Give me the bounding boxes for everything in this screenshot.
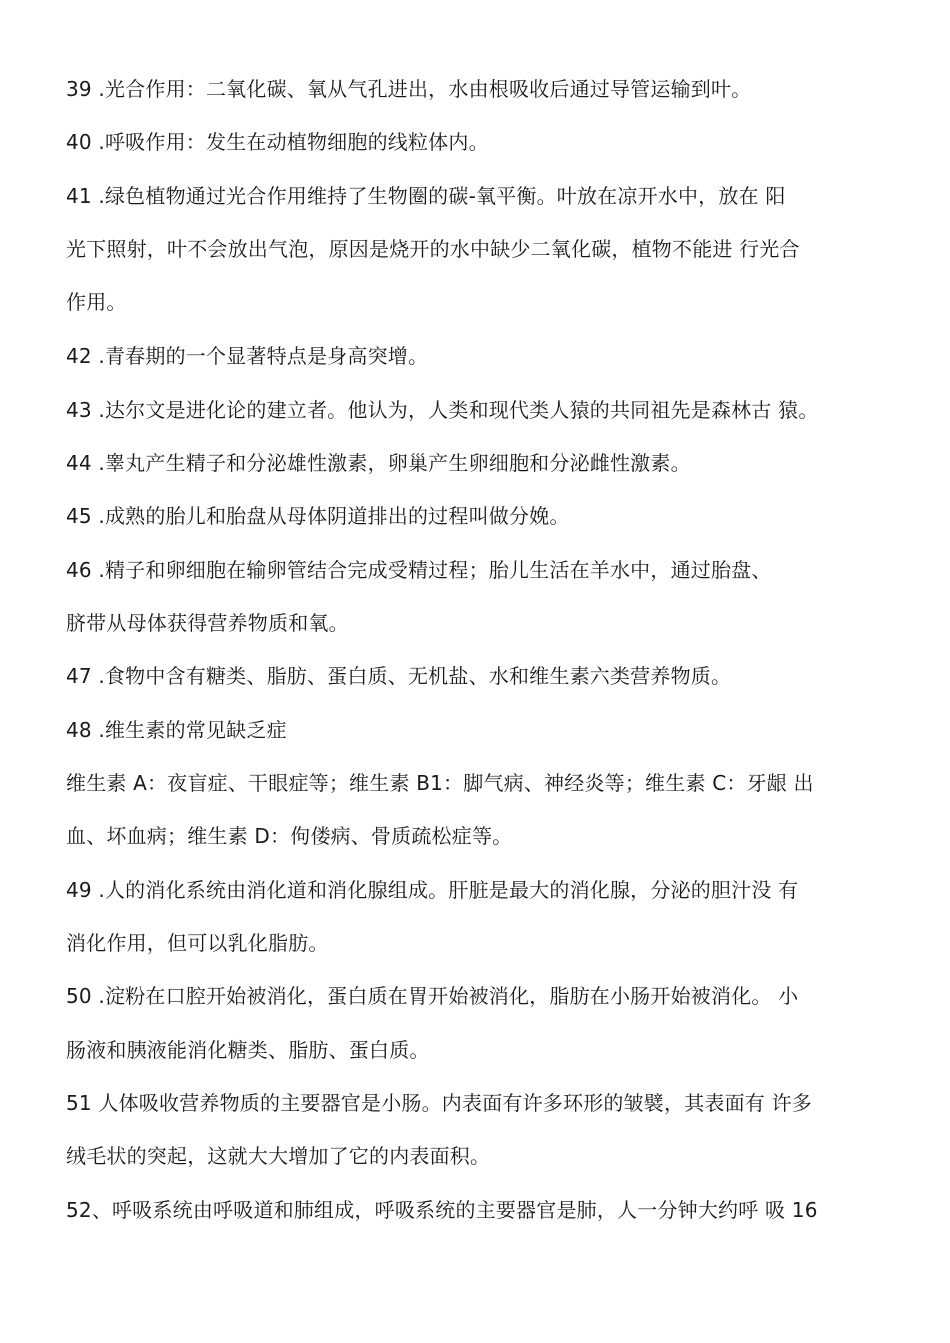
text-line: 46 .精子和卵细胞在输卵管结合完成受精过程；胎儿生活在羊水中，通过胎盘、 — [66, 558, 772, 582]
text-line: 维生素 A：夜盲症、干眼症等；维生素 B1：脚气病、神经炎等；维生素 C：牙龈 出 — [66, 771, 814, 795]
text-line: 肠液和胰液能消化糖类、脂肪、蛋白质。 — [66, 1038, 430, 1062]
text-line: 48 .维生素的常见缺乏症 — [66, 718, 287, 742]
text-line: 绒毛状的突起，这就大大增加了它的内表面积。 — [66, 1144, 491, 1168]
text-line: 47 .食物中含有糖类、脂肪、蛋白质、无机盐、水和维生素六类营养物质。 — [66, 664, 732, 688]
text-line: 41 .绿色植物通过光合作用维持了生物圈的碳-氧平衡。叶放在凉开水中，放在 阳 — [66, 184, 786, 208]
text-line: 血、坏血病；维生素 D：佝偻病、骨质疏松症等。 — [66, 824, 513, 848]
text-line: 49 .人的消化系统由消化道和消化腺组成。肝脏是最大的消化腺，分泌的胆汁没 有 — [66, 878, 799, 902]
text-line: 消化作用，但可以乳化脂肪。 — [66, 931, 329, 955]
text-line: 44 .睾丸产生精子和分泌雄性激素，卵巢产生卵细胞和分泌雌性激素。 — [66, 451, 691, 475]
text-line: 39 .光合作用：二氧化碳、氧从气孔进出，水由根吸收后通过导管运输到叶。 — [66, 77, 752, 101]
text-line: 52、呼吸系统由呼吸道和肺组成，呼吸系统的主要器官是肺，人一分钟大约呼 吸 16 — [66, 1198, 818, 1222]
text-line: 42 .青春期的一个显著特点是身高突增。 — [66, 344, 429, 368]
text-line: 45 .成熟的胎儿和胎盘从母体阴道排出的过程叫做分娩。 — [66, 504, 570, 528]
text-line: 脐带从母体获得营养物质和氧。 — [66, 611, 349, 635]
text-line: 51 人体吸收营养物质的主要器官是小肠。内表面有许多环形的皱襞，其表面有 许多 — [66, 1091, 812, 1115]
text-line: 光下照射，叶不会放出气泡，原因是烧开的水中缺少二氧化碳，植物不能进 行光合 — [66, 237, 800, 261]
text-line: 50 .淀粉在口腔开始被消化，蛋白质在胃开始被消化，脂肪在小肠开始被消化。 小 — [66, 984, 799, 1008]
text-line: 作用。 — [66, 290, 127, 314]
text-line: 43 .达尔文是进化论的建立者。他认为，人类和现代类人猿的共同祖先是森林古 猿。 — [66, 398, 819, 422]
text-line: 40 .呼吸作用：发生在动植物细胞的线粒体内。 — [66, 130, 489, 154]
